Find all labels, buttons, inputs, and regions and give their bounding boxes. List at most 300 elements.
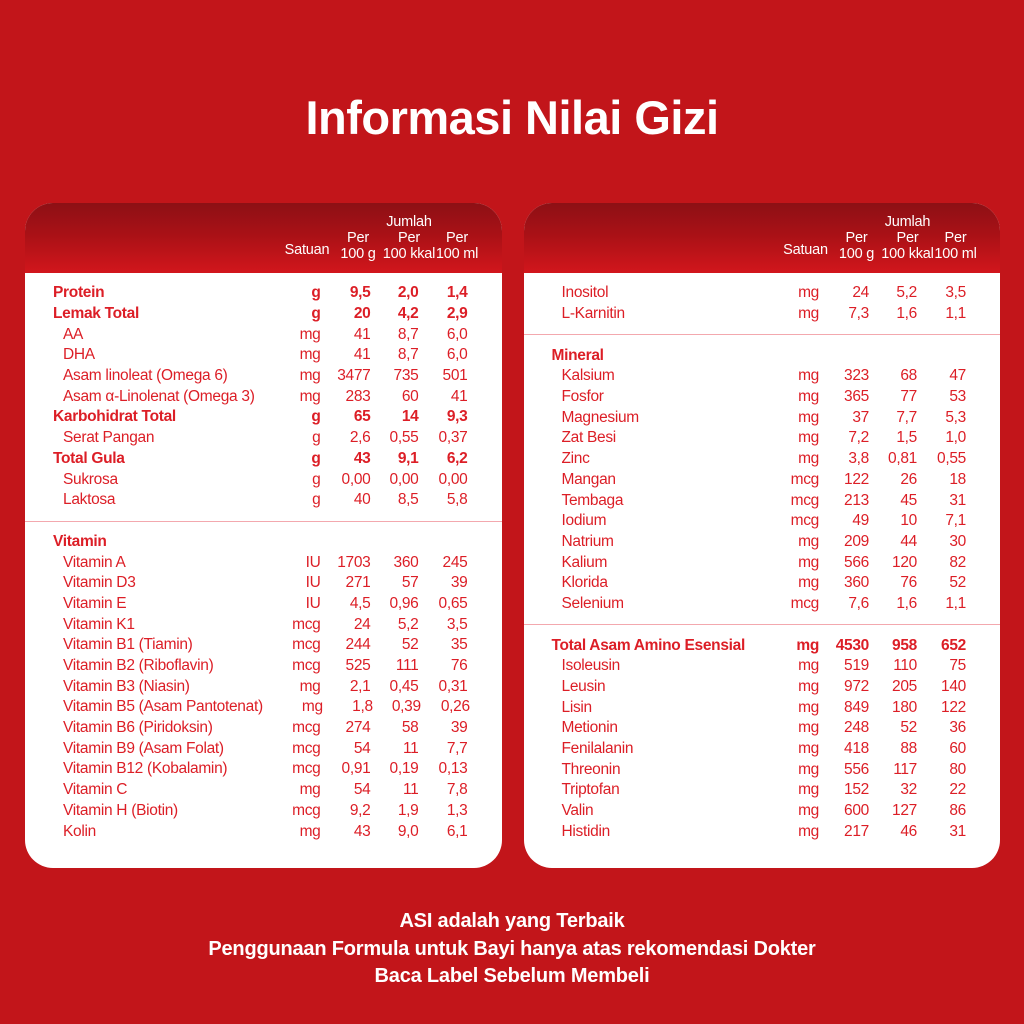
row-value-100g: 519: [844, 657, 869, 675]
column-header-label: Satuan: [284, 242, 330, 258]
row-unit: mg: [798, 367, 819, 385]
row-unit: IU: [305, 594, 321, 612]
row-label: Vitamin B6 (Piridoksin): [63, 719, 213, 737]
row-unit: mcg: [292, 636, 321, 654]
row-value-100g: 4,5: [349, 594, 371, 612]
column-header-label: Jumlah: [386, 214, 432, 230]
row-label: Vitamin C: [63, 781, 128, 799]
table-row: [552, 822, 967, 843]
row-label: Laktosa: [63, 491, 116, 509]
row-unit: mg: [301, 698, 323, 716]
row-unit: mg: [299, 387, 321, 405]
row-value-100ml: 1,3: [446, 801, 468, 819]
row-unit: mcg: [292, 801, 321, 819]
row-label: Klorida: [561, 574, 608, 592]
row-label: Kolin: [63, 822, 96, 840]
row-label: AA: [63, 325, 84, 343]
column-header-label: 100 g: [340, 246, 376, 262]
row-label: Histidin: [561, 822, 610, 840]
row-value-100g: 972: [844, 678, 869, 696]
row-label: Vitamin: [53, 532, 107, 550]
row-value-100ml: 39: [450, 574, 468, 592]
table-row: [53, 532, 468, 553]
row-value-100g: 9,5: [349, 284, 371, 302]
table-row: [53, 738, 468, 759]
row-label: Lemak Total: [53, 305, 139, 323]
row-value-100ml: 0,26: [440, 698, 470, 716]
row-value-100g: 2,6: [349, 429, 371, 447]
row-unit: mcg: [292, 719, 321, 737]
row-value-100g: 283: [345, 387, 371, 405]
row-unit: mg: [798, 740, 819, 758]
row-value-100kkal: 77: [900, 388, 917, 406]
row-unit: mcg: [790, 512, 819, 530]
nutrition-table-left: [25, 273, 502, 868]
row-value-100g: 49: [852, 512, 869, 530]
row-label: Fenilalanin: [561, 740, 634, 758]
column-header-satuan: [285, 242, 330, 258]
row-value-100g: 20: [353, 305, 371, 323]
row-value-100kkal: 11: [403, 781, 419, 799]
row-label: Vitamin B12 (Kobalamin): [63, 760, 228, 778]
row-value-100g: 41: [353, 346, 371, 364]
row-value-100ml: 35: [450, 636, 468, 654]
row-label: Leusin: [561, 678, 606, 696]
table-row: [552, 407, 967, 428]
column-header-per-100ml: [436, 230, 478, 262]
table-row: [552, 552, 967, 573]
section-separator: [25, 521, 502, 522]
row-value-100g: 271: [345, 574, 371, 592]
row-label: Vitamin E: [63, 594, 127, 612]
table-row: [552, 594, 967, 615]
row-unit: mcg: [292, 739, 321, 757]
row-value-100ml: 3,5: [446, 615, 468, 633]
row-value-100ml: 1,1: [945, 594, 966, 612]
table-row: [552, 635, 967, 656]
row-value-100kkal: 88: [900, 740, 917, 758]
row-value-100g: 65: [353, 408, 371, 426]
footer: [0, 908, 1024, 991]
row-value-100ml: 6,0: [446, 346, 468, 364]
row-value-100ml: 36: [949, 719, 966, 737]
row-value-100kkal: 7,7: [896, 408, 917, 426]
row-value-100ml: 2,9: [446, 305, 468, 323]
table-row: [552, 428, 967, 449]
row-value-100g: 3,8: [848, 450, 869, 468]
table-row: [53, 801, 468, 822]
table-row: [552, 511, 967, 532]
row-value-100ml: 3,5: [945, 284, 966, 302]
footer-line-2: Penggunaan Formula untuk Bayi hanya atas rekomendasi Dokter: [208, 937, 816, 960]
row-value-100g: 43: [353, 822, 371, 840]
row-value-100kkal: 1,6: [896, 594, 917, 612]
column-header-label: Per: [845, 230, 868, 246]
row-label: DHA: [63, 346, 95, 364]
table-row: [53, 573, 468, 594]
row-value-100kkal: 180: [892, 698, 917, 716]
row-unit: mcg: [292, 657, 321, 675]
row-unit: mg: [798, 429, 819, 447]
row-value-100ml: 6,0: [446, 325, 468, 343]
row-value-100ml: 0,13: [438, 760, 468, 778]
row-value-100g: 556: [844, 760, 869, 778]
row-value-100g: 0,91: [341, 760, 371, 778]
nutrition-table-right: [524, 273, 1001, 868]
row-value-100kkal: 58: [401, 719, 419, 737]
row-value-100kkal: 8,5: [397, 491, 419, 509]
row-value-100kkal: 8,7: [397, 346, 419, 364]
row-value-100kkal: 52: [401, 636, 419, 654]
row-value-100kkal: 2,0: [397, 284, 419, 302]
row-unit: g: [312, 470, 321, 488]
row-value-100ml: 1,1: [945, 305, 966, 323]
row-value-100g: 365: [844, 388, 869, 406]
row-value-100kkal: 52: [900, 719, 917, 737]
column-header-label: 100 g: [838, 246, 875, 262]
row-value-100kkal: 0,96: [389, 594, 419, 612]
row-value-100g: 122: [844, 470, 869, 488]
table-row: [53, 697, 468, 718]
row-value-100ml: 5,3: [945, 408, 966, 426]
table-row: [53, 656, 468, 677]
card-header: [524, 203, 1001, 273]
row-label: Vitamin K1: [63, 615, 135, 633]
row-value-100g: 248: [844, 719, 869, 737]
row-value-100g: 323: [844, 367, 869, 385]
row-value-100ml: 39: [450, 719, 468, 737]
row-value-100g: 40: [353, 491, 371, 509]
table-row: [53, 428, 468, 449]
table-row: [53, 780, 468, 801]
row-value-100ml: 501: [442, 367, 468, 385]
section-separator: [524, 334, 1001, 335]
row-label: Valin: [561, 802, 594, 820]
row-label: Protein: [53, 284, 105, 302]
row-value-100g: 7,6: [848, 594, 869, 612]
table-row: [53, 345, 468, 366]
row-value-100kkal: 14: [401, 408, 419, 426]
column-header-label: 100 ml: [934, 246, 977, 262]
row-value-100ml: 47: [949, 367, 966, 385]
row-value-100kkal: 0,81: [888, 450, 917, 468]
column-header-satuan: [783, 242, 828, 258]
row-value-100kkal: 60: [401, 387, 419, 405]
row-unit: mg: [299, 346, 321, 364]
row-value-100g: 3477: [337, 367, 371, 385]
row-unit: mg: [798, 305, 819, 323]
row-unit: mg: [299, 822, 321, 840]
table-row: [552, 449, 967, 470]
column-header-label: Per: [896, 230, 919, 246]
row-label: Natrium: [561, 532, 614, 550]
table-row: [53, 407, 468, 428]
row-value-100kkal: 958: [892, 636, 917, 654]
column-header-label: 100 kkal: [881, 246, 934, 262]
row-label: L-Karnitin: [561, 305, 625, 323]
row-unit: mg: [798, 822, 819, 840]
table-row: [53, 366, 468, 387]
row-unit: mcg: [292, 615, 321, 633]
row-value-100ml: 82: [949, 553, 966, 571]
row-unit: mg: [798, 781, 819, 799]
row-label: Selenium: [561, 594, 624, 612]
table-row: [53, 490, 468, 511]
row-label: Magnesium: [561, 408, 639, 426]
row-value-100kkal: 1,9: [397, 801, 419, 819]
section-separator: [524, 624, 1001, 625]
row-value-100ml: 0,55: [937, 450, 966, 468]
row-label: Vitamin B9 (Asam Folat): [63, 739, 224, 757]
row-value-100g: 1,8: [352, 698, 373, 716]
row-value-100kkal: 0,19: [389, 760, 419, 778]
table-row: [53, 594, 468, 615]
row-value-100ml: 60: [949, 740, 966, 758]
row-value-100g: 360: [844, 574, 869, 592]
table-row: [53, 449, 468, 470]
row-unit: mg: [299, 677, 321, 695]
row-value-100kkal: 44: [900, 532, 917, 550]
row-unit: mg: [299, 367, 321, 385]
row-label: Mangan: [561, 470, 616, 488]
row-value-100ml: 7,1: [945, 512, 966, 530]
row-value-100kkal: 360: [393, 553, 419, 571]
row-unit: mcg: [790, 491, 819, 509]
row-label: Vitamin B2 (Riboflavin): [63, 657, 214, 675]
row-unit: mcg: [292, 760, 321, 778]
row-value-100g: 2,1: [349, 677, 371, 695]
row-value-100ml: 1,4: [446, 284, 468, 302]
row-value-100kkal: 0,00: [389, 470, 419, 488]
row-value-100g: 525: [345, 657, 371, 675]
table-row: [53, 324, 468, 345]
row-unit: g: [311, 449, 321, 467]
column-header-label: 100 ml: [435, 246, 479, 262]
column-header-label: Per: [398, 230, 420, 246]
row-unit: mg: [798, 698, 819, 716]
row-value-100g: 209: [844, 532, 869, 550]
row-value-100g: 0,00: [341, 470, 371, 488]
row-label: Triptofan: [561, 781, 620, 799]
row-value-100ml: 6,2: [446, 449, 468, 467]
table-row: [552, 697, 967, 718]
row-unit: mg: [299, 781, 321, 799]
table-row: [552, 283, 967, 304]
row-value-100kkal: 10: [900, 512, 917, 530]
table-row: [53, 304, 468, 325]
row-label: Vitamin D3: [63, 574, 136, 592]
row-value-100kkal: 9,0: [397, 822, 419, 840]
table-row: [53, 676, 468, 697]
row-value-100g: 7,2: [848, 429, 869, 447]
row-value-100g: 418: [844, 740, 869, 758]
column-header-label: Per: [446, 230, 468, 246]
column-header-per-100g: [839, 230, 874, 262]
row-unit: mg: [798, 388, 819, 406]
row-unit: IU: [305, 574, 321, 592]
table-row: [53, 635, 468, 656]
row-value-100kkal: 1,6: [896, 305, 917, 323]
row-value-100kkal: 111: [395, 657, 419, 675]
column-header-per-100kkal: [881, 214, 933, 262]
row-unit: mg: [798, 760, 819, 778]
row-value-100kkal: 110: [893, 657, 917, 675]
row-unit: g: [312, 491, 321, 509]
row-value-100g: 217: [844, 822, 869, 840]
table-row: [552, 532, 967, 553]
row-label: Tembaga: [561, 491, 624, 509]
row-value-100g: 213: [844, 491, 869, 509]
table-row: [53, 386, 468, 407]
row-value-100kkal: 57: [401, 574, 419, 592]
row-value-100kkal: 32: [900, 781, 917, 799]
row-value-100kkal: 26: [900, 470, 917, 488]
row-value-100kkal: 8,7: [397, 325, 419, 343]
row-value-100kkal: 1,5: [896, 429, 917, 447]
card-header: [25, 203, 502, 273]
footer-line-3: Baca Label Sebelum Membeli: [374, 965, 650, 987]
row-label: Isoleusin: [561, 657, 620, 675]
row-value-100kkal: 120: [892, 553, 917, 571]
row-value-100kkal: 735: [393, 367, 419, 385]
row-label: Kalsium: [561, 367, 615, 385]
row-label: Vitamin A: [63, 553, 126, 571]
row-unit: mg: [798, 802, 819, 820]
table-row: [552, 345, 967, 366]
row-unit: mg: [798, 678, 819, 696]
row-label: Karbohidrat Total: [53, 408, 176, 426]
row-value-100ml: 9,3: [446, 408, 468, 426]
cards-container: [25, 203, 1000, 868]
row-value-100kkal: 46: [900, 822, 917, 840]
row-value-100ml: 22: [949, 781, 966, 799]
table-row: [552, 470, 967, 491]
row-label: Threonin: [561, 760, 621, 778]
row-value-100ml: 7,8: [446, 781, 468, 799]
row-value-100ml: 53: [949, 388, 966, 406]
row-unit: mg: [798, 450, 819, 468]
row-value-100kkal: 68: [900, 367, 917, 385]
table-row: [552, 739, 967, 760]
row-value-100kkal: 0,55: [389, 429, 419, 447]
row-label: Serat Pangan: [63, 429, 155, 447]
row-value-100g: 24: [852, 284, 869, 302]
row-value-100ml: 86: [949, 802, 966, 820]
page-title: Informasi Nilai Gizi: [305, 91, 719, 144]
table-row: [53, 469, 468, 490]
row-unit: mg: [798, 408, 819, 426]
row-label: Sukrosa: [63, 470, 118, 488]
row-label: Lisin: [561, 698, 592, 716]
row-value-100g: 54: [353, 781, 371, 799]
row-value-100kkal: 76: [900, 574, 917, 592]
table-row: [552, 759, 967, 780]
nutrition-card-left: [25, 203, 502, 868]
column-header-label: Per: [944, 230, 967, 246]
row-label: Total Gula: [53, 449, 125, 467]
row-value-100ml: 52: [949, 574, 966, 592]
row-label: Mineral: [551, 346, 604, 364]
row-value-100ml: 76: [450, 657, 468, 675]
row-label: Metionin: [561, 719, 618, 737]
row-value-100ml: 31: [949, 491, 966, 509]
row-value-100g: 37: [852, 408, 869, 426]
column-header-per-100kkal: [383, 214, 435, 262]
row-unit: g: [311, 284, 321, 302]
row-label: Vitamin B1 (Tiamin): [63, 636, 193, 654]
row-value-100g: 24: [353, 615, 371, 633]
row-value-100ml: 75: [949, 657, 966, 675]
table-row: [53, 718, 468, 739]
row-unit: mg: [798, 284, 819, 302]
row-value-100kkal: 5,2: [397, 615, 419, 633]
row-value-100g: 274: [345, 719, 371, 737]
row-value-100ml: 0,31: [438, 677, 468, 695]
row-label: Asam linoleat (Omega 6): [63, 367, 228, 385]
table-row: [552, 304, 967, 325]
row-value-100kkal: 5,2: [896, 284, 917, 302]
row-value-100ml: 245: [442, 553, 468, 571]
row-value-100g: 9,2: [349, 801, 371, 819]
row-label: Zat Besi: [561, 429, 616, 447]
table-row: [552, 387, 967, 408]
table-row: [53, 614, 468, 635]
column-header-label: Per: [347, 230, 369, 246]
row-value-100ml: 5,8: [446, 491, 468, 509]
row-value-100kkal: 9,1: [397, 449, 419, 467]
row-value-100ml: 652: [941, 636, 966, 654]
table-row: [552, 656, 967, 677]
row-value-100ml: 0,65: [438, 594, 468, 612]
table-row: [552, 780, 967, 801]
row-value-100g: 7,3: [848, 305, 869, 323]
row-value-100kkal: 4,2: [397, 305, 419, 323]
row-unit: IU: [305, 553, 321, 571]
table-row: [552, 718, 967, 739]
row-value-100kkal: 127: [892, 802, 917, 820]
row-value-100g: 54: [353, 739, 371, 757]
row-value-100ml: 1,0: [945, 429, 966, 447]
nutrition-card-right: [524, 203, 1001, 868]
row-value-100g: 4530: [835, 636, 869, 654]
table-row: [552, 801, 967, 822]
table-row: [552, 490, 967, 511]
column-header-label: Satuan: [783, 242, 828, 258]
row-label: Vitamin H (Biotin): [63, 801, 178, 819]
row-value-100g: 41: [353, 325, 371, 343]
row-unit: mg: [798, 574, 819, 592]
row-value-100g: 152: [844, 781, 869, 799]
row-label: Zinc: [561, 450, 590, 468]
table-row: [552, 573, 967, 594]
row-value-100kkal: 117: [893, 760, 917, 778]
row-unit: mg: [798, 657, 819, 675]
row-value-100ml: 31: [949, 822, 966, 840]
row-value-100ml: 122: [941, 698, 966, 716]
row-unit: g: [312, 429, 321, 447]
row-value-100g: 566: [844, 553, 869, 571]
row-value-100ml: 30: [949, 532, 966, 550]
table-row: [53, 821, 468, 842]
row-unit: mg: [299, 325, 321, 343]
row-value-100g: 244: [345, 636, 371, 654]
footer-line-1: ASI adalah yang Terbaik: [399, 910, 625, 932]
row-value-100kkal: 11: [403, 739, 419, 757]
table-row: [552, 677, 967, 698]
table-row: [552, 366, 967, 387]
row-value-100kkal: 205: [892, 678, 917, 696]
row-value-100g: 600: [844, 802, 869, 820]
